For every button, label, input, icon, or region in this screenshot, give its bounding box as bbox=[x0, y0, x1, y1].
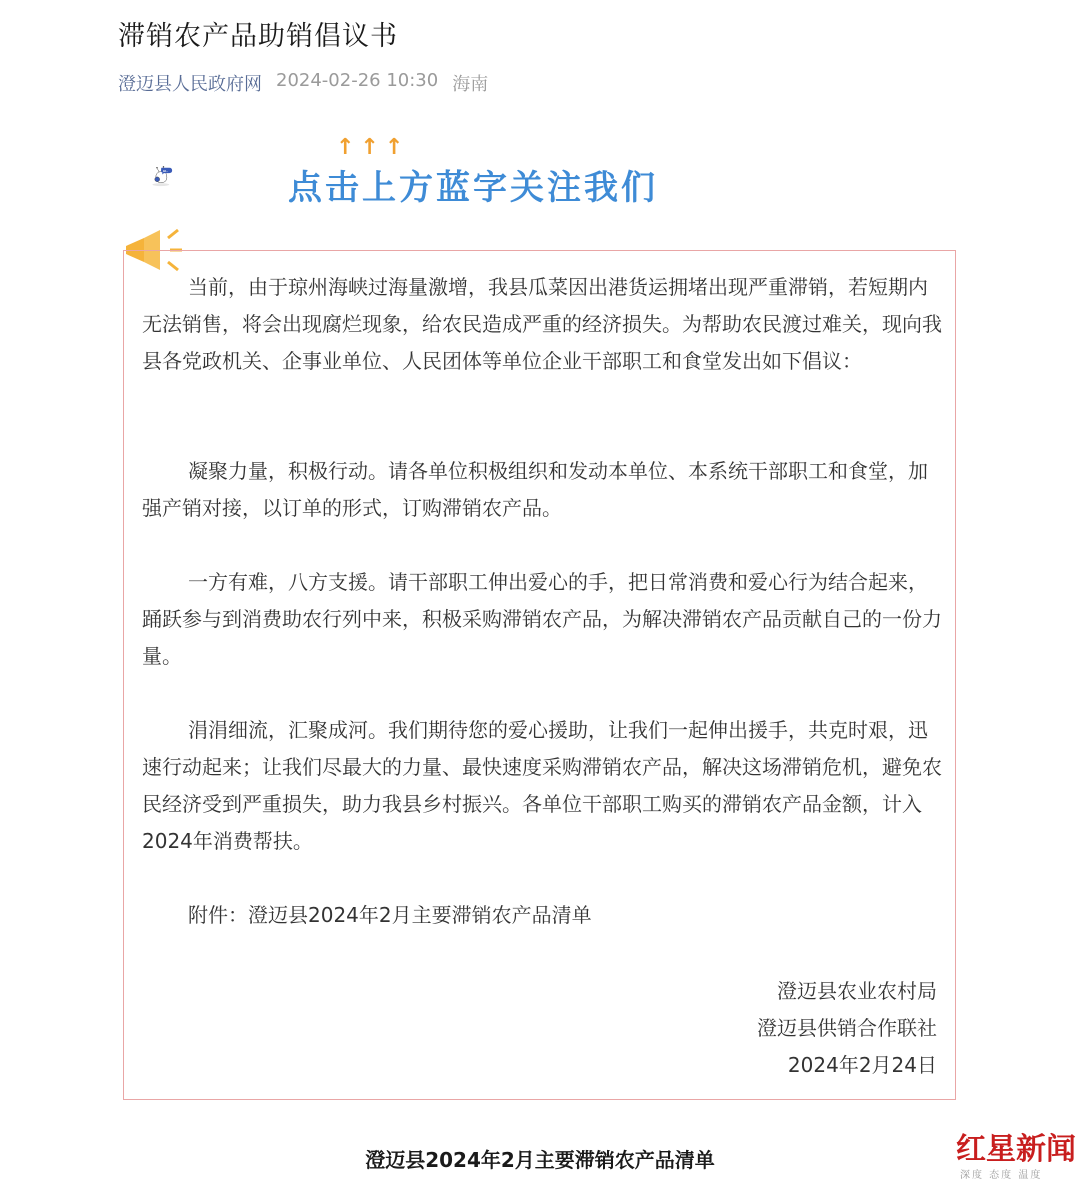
publish-location: 海南 bbox=[452, 74, 489, 95]
letter-paragraph: 当前，由于琼州海峡过海量激增，我县瓜菜因出港货运拥堵出现严重滞销，若短期内无法销售，将会出现腐烂现象，给农民造成严重的经济损失。为帮助农民渡过难关，现向我县各党政机关、企事业单位、人民团体等单位企业干部职工和食堂发出如下倡议： bbox=[142, 275, 942, 373]
signature-agriculture-bureau: 澄迈县农业农村局 bbox=[777, 979, 937, 1003]
follow-banner-text[interactable]: 点击上方蓝字关注我们 bbox=[288, 168, 658, 208]
account-name-link[interactable]: 澄迈县人民政府网 bbox=[118, 74, 262, 95]
arrows-icon: ↑↑↑ bbox=[336, 135, 410, 160]
signature-supply-cooperative: 澄迈县供销合作联社 bbox=[757, 1016, 937, 1040]
attachment-note: 附件：澄迈县2024年2月主要滞销农产品清单 bbox=[188, 903, 592, 927]
publish-datetime: 2024-02-26 10:30 bbox=[276, 70, 439, 91]
letter-paragraph: 凝聚力量，积极行动。请各单位积极组织和发动本单位、本系统干部职工和食堂，加强产销对接，以订单的形式，订购滞销农产品。 bbox=[142, 459, 928, 520]
follow-banner-mascot-icon bbox=[150, 130, 280, 220]
list-title: 澄迈县2024年2月主要滞销农产品清单 bbox=[365, 1148, 715, 1172]
letter-paragraph: 涓涓细流，汇聚成河。我们期待您的爱心援助，让我们一起伸出援手，共克时艰，迅速行动起来；让我们尽最大的力量、最快速度采购滞销农产品，解决这场滞销危机，避免农民经济受到严重损失，助力我县乡村振兴。各单位干部职工购买的滞销农产品金额，计入2024年消费帮扶。 bbox=[142, 718, 942, 853]
signature-date: 2024年2月24日 bbox=[787, 1053, 937, 1077]
article-title: 滞销农产品助销倡议书 bbox=[118, 21, 398, 52]
bubble-text: HI~ bbox=[163, 168, 168, 173]
letter-paragraph: 一方有难，八方支援。请干部职工伸出爱心的手，把日常消费和爱心行为结合起来，踊跃参与到消费助农行列中来，积极采购滞销农产品，为解决滞销农产品贡献自己的一份力量。 bbox=[142, 570, 942, 668]
watermark-logo: 红星新闻 bbox=[956, 1132, 1076, 1167]
watermark-slogan: 深度 态度 温度 bbox=[960, 1170, 1043, 1181]
article-meta bbox=[118, 70, 488, 96]
